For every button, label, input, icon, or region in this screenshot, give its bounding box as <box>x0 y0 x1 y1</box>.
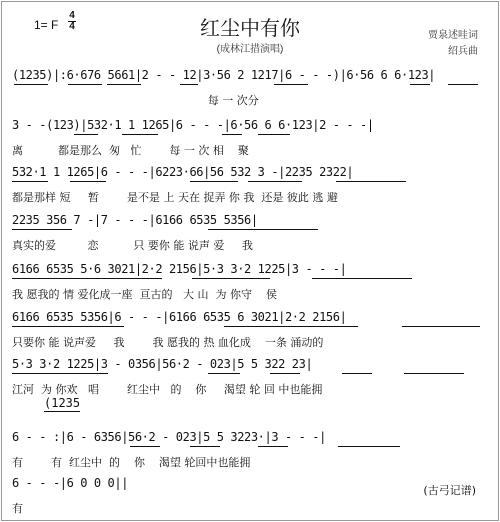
underline <box>12 181 48 182</box>
underline <box>248 181 302 182</box>
underline <box>12 278 162 279</box>
notes-row: 6 - - :|6 - 6356|56·2 - 023|5 5 3223·|3 - - -| <box>12 430 326 444</box>
underline <box>70 181 106 182</box>
underline <box>122 134 158 135</box>
underline <box>192 278 270 279</box>
underline <box>410 84 430 85</box>
notes-row: 2235 356 7 -|7 - - -|6166 6535 5356| <box>12 213 258 227</box>
notes-row: (1235)|:6·676 5661|2 - - 12|3·56 2 1217|6 - - -)|6·56 6 6·123| <box>12 68 436 82</box>
lyrics-row: 都是那样 短 暂 是不是 上 天在 捉弄 你 我 还是 彼此 逃 避 <box>12 191 338 204</box>
underline <box>12 326 124 327</box>
underline <box>312 278 412 279</box>
underline <box>258 134 290 135</box>
underline <box>130 446 160 447</box>
underline <box>270 373 300 374</box>
underline <box>224 326 358 327</box>
underline <box>68 84 102 85</box>
underline <box>258 446 288 447</box>
underline <box>74 134 98 135</box>
notes-row: 3 - -(123)|532·1 1 1265|6 - - -|6·56 6 6·123|2 - - -| <box>12 118 374 132</box>
lyrics-row: 有 <box>12 502 23 515</box>
notes-row: 5·3 3·2 1225|3 - 0356|56·2 - 023|5 5 322 23| <box>12 357 313 371</box>
underline <box>208 229 318 230</box>
underline <box>107 84 141 85</box>
lyrics-row: 我 愿我的 情 爱化成一座 亘古的 大 山 为 你守 侯 <box>12 288 277 301</box>
underline <box>180 84 198 85</box>
lyrics-row: 离 都是那么 匆 忙 每 一 次 相 聚 <box>12 144 249 157</box>
underline <box>404 373 464 374</box>
lyricist-credit: 贾泉述哇词 <box>428 30 478 41</box>
notes-row: 6166 6535 5356|6 - - -|6166 6535 6 3021|2·2 2156| <box>12 310 347 324</box>
song-subtitle: (成林江措演唱) <box>216 44 284 55</box>
transcriber-note: (古弓记谱) <box>423 484 476 497</box>
bracket-note: (1235 <box>44 396 81 410</box>
lyrics-row: 只要你 能 说声爱 我 我 愿我的 热 血化成 一条 涌动的 <box>12 336 324 349</box>
underline <box>14 84 48 85</box>
underline <box>208 373 240 374</box>
lyrics-row: 有 有 红尘中 的 你 渴望 轮回中也能拥 <box>12 456 251 469</box>
time-bottom: 4 <box>69 21 75 32</box>
key-signature: 1= F <box>34 18 59 32</box>
notes-row: 6166 6535 5·6 3021|2·2 2156|5·3 3·2 1225|3 - - -| <box>12 262 347 276</box>
underline <box>336 181 406 182</box>
underline <box>12 229 72 230</box>
underline <box>190 446 220 447</box>
time-top: 4 <box>69 10 75 21</box>
composer-credit: 绍兵曲 <box>448 46 478 57</box>
underline <box>274 84 308 85</box>
underline <box>342 373 372 374</box>
song-title: 红尘中有你 <box>200 16 300 40</box>
underline <box>190 181 238 182</box>
lyrics-row: 江河 为 你欢 唱 红尘中 的 你 渴望 轮 回 中也能拥 <box>12 383 323 396</box>
notes-row: 6 - - -|6 0 0 0|| <box>12 476 129 490</box>
underline <box>402 326 480 327</box>
notes-row: 532·1 1 1265|6 - - -|6223·66|56 532 3 -|2235 2322| <box>12 165 354 179</box>
underline <box>12 373 108 374</box>
underline <box>448 84 478 85</box>
underline <box>222 134 242 135</box>
lyrics-row: 每 一 次分 <box>12 94 259 107</box>
lyrics-row: 真实的爱 恋 只 要你 能 说声 爱 我 <box>12 239 253 252</box>
underline <box>338 446 400 447</box>
bracket-underline <box>44 411 80 412</box>
